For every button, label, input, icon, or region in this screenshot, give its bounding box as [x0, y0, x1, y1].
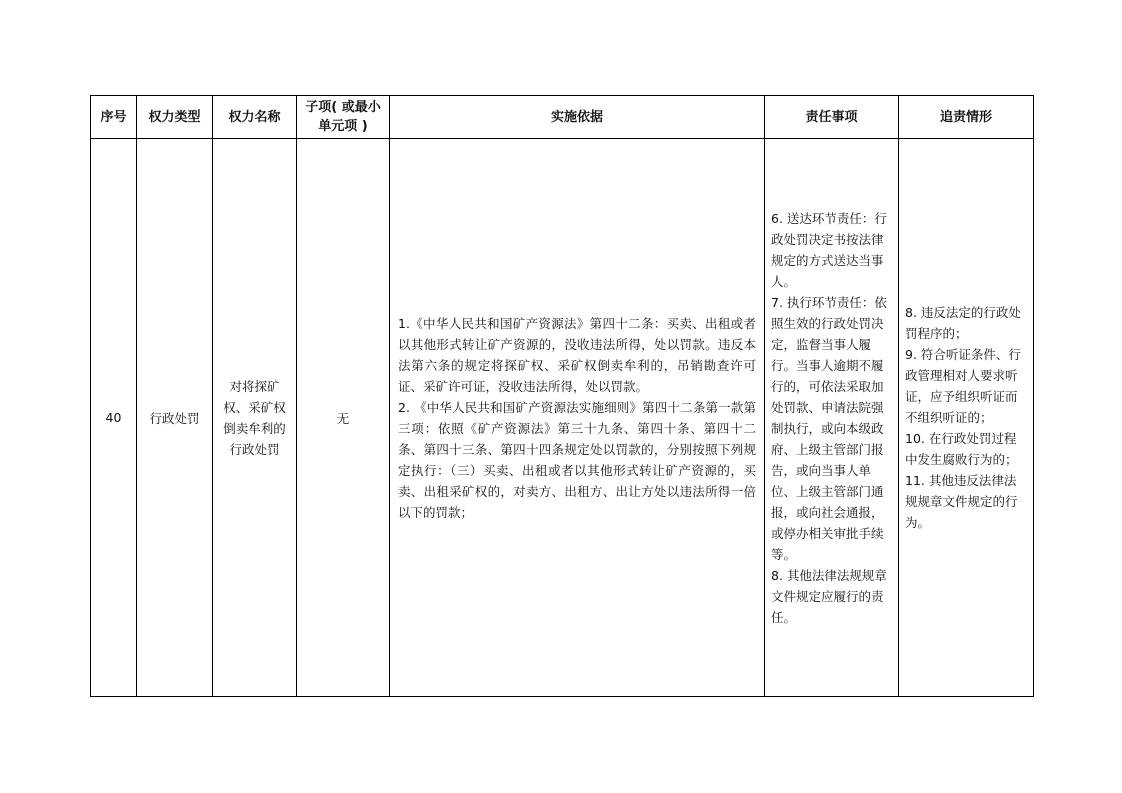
- header-power-type: 权力类型: [137, 96, 213, 139]
- header-accountability: 追责情形: [899, 96, 1034, 139]
- header-subitem-line1: 子项( 或最小: [305, 100, 381, 115]
- accountability-item: 8. 违反法定的行政处罚程序的；: [905, 305, 1021, 341]
- row-index: 40: [91, 139, 137, 697]
- header-basis: 实施依据: [390, 96, 765, 139]
- accountability-item: 10. 在行政处罚过程中发生腐败行为的；: [905, 431, 1018, 467]
- header-index: 序号: [91, 96, 137, 139]
- header-power-name: 权力名称: [213, 96, 297, 139]
- accountability-item: 9. 符合听证条件、行政管理相对人要求听证，应予组织听证而不组织听证的；: [905, 347, 1021, 425]
- responsibility-item: 7. 执行环节责任：依照生效的行政处罚决定，监督当事人履行。当事人逾期不履行的，可依法采取加处罚款、申请法院强制执行，或向本级政府、上级主管部门报告，或向当事人单位、上级主管部门通报，或向社会通报，或停办相关审批手续等。: [771, 294, 887, 562]
- header-responsibility: 责任事项: [765, 96, 899, 139]
- row-responsibility: [765, 139, 899, 697]
- row-subitem: 无: [297, 139, 390, 697]
- power-list-table: [90, 95, 1034, 697]
- header-row: [91, 96, 1034, 139]
- accountability-item: 11. 其他违反法律法规规章文件规定的行为。: [905, 473, 1018, 530]
- row-power-type: 行政处罚: [137, 139, 213, 697]
- row-basis: [390, 139, 765, 697]
- basis-paragraph: 2. 《中华人民共和国矿产资源法实施细则》第四十二条第一款第三项：依照《矿产资源法》第三十九条、第四十条、第四十二条、第四十三条、第四十四条规定处以罚款的，分别按照下列规定执行：（三）买卖、出租或者以其他形式转让矿产资源的，买卖、出租采矿权的，对卖方、出租方、出让方处以违法所得一倍以下的罚款；: [398, 399, 756, 520]
- table-row: [91, 139, 1034, 697]
- responsibility-item: 8. 其他法律法规规章文件规定应履行的责任。: [771, 567, 887, 625]
- row-power-name: 对将探矿权、采矿权倒卖牟利的行政处罚: [213, 139, 297, 697]
- basis-paragraph: 1.《中华人民共和国矿产资源法》第四十二条：买卖、出租或者以其他形式转让矿产资源的，没收违法所得，处以罚款。违反本法第六条的规定将探矿权、采矿权倒卖牟利的，吊销勘查许可证、采矿许可证，没收违法所得，处以罚款。: [398, 315, 756, 394]
- responsibility-item: 6. 送达环节责任：行政处罚决定书按法律规定的方式送达当事人。: [771, 210, 887, 289]
- header-subitem-line2: 单元项 ): [318, 119, 368, 134]
- header-subitem: [297, 96, 390, 139]
- row-accountability: [899, 139, 1034, 697]
